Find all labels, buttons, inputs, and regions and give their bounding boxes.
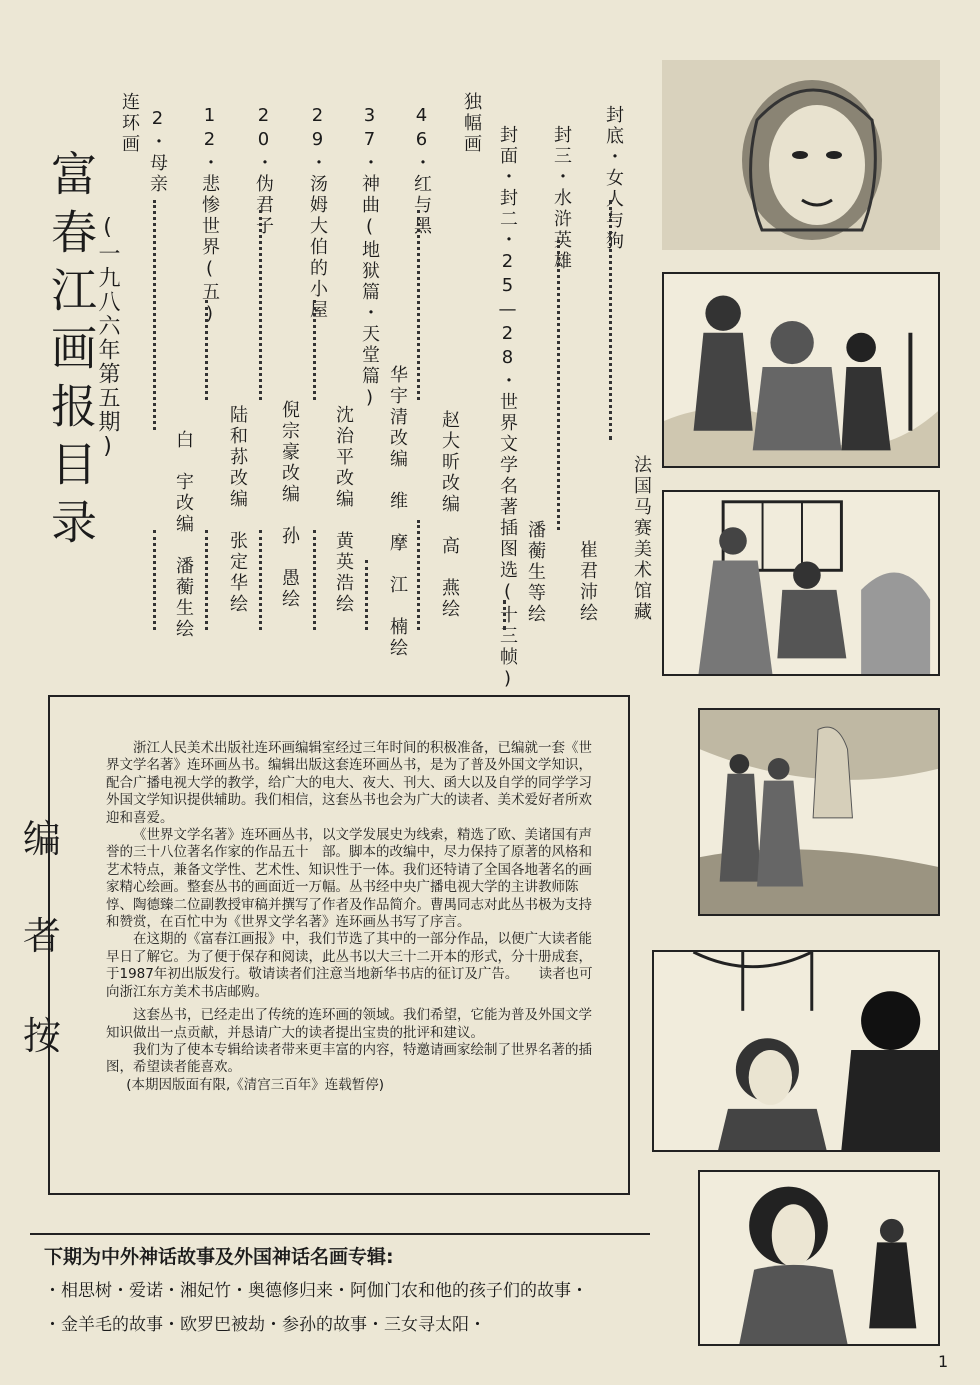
dufu-item-1-label: 封面・封二・25—28・世界文学名著插图选(十三帧) — [497, 125, 518, 692]
toc-item-4-title: 29・汤姆大伯的小屋 — [307, 105, 328, 321]
editor-note-paragraph: 这套丛书，已经走出了传统的连环画的领域。我们希望，它能为普及外国文学知识做出一点贡献，并恳请广大的读者提出宝贵的批评和建议。 — [106, 1007, 592, 1041]
page-number: 1 — [938, 1352, 949, 1371]
toc-item-3-credit: 倪宗豪改编 孙 愚绘 — [279, 400, 300, 610]
toc-item-6-title: 46・红与黑 — [411, 105, 432, 237]
editor-note-paragraph: 在这期的《富春江画报》中，我们节选了其中的一部分作品，以便广大读者能早日了解它。为了便于保存和阅读，此丛书以大三十二开本的形式，分十册成套，于1987年初出版发行。敬请读者们注意当地新华书店的征订及广告。 读者也可向浙江东方美术书店邮购。 — [106, 931, 593, 1000]
illustration-scene-5 — [698, 1170, 940, 1346]
editor-note-label-2: 者 — [22, 914, 61, 958]
editor-note-footnote: (本期因版面有限,《清宫三百年》连载暂停) — [126, 1076, 385, 1093]
toc-item-1-credit: 白 宇改编 潘蘅生绘 — [173, 430, 194, 640]
toc-item-3-title: 20・伪君子 — [253, 105, 274, 237]
section-dufu: 独幅画 — [461, 92, 482, 155]
toc-item-1-title: 2・母亲 — [147, 108, 168, 195]
dufu-item-3-label: 封底・女人与狗 — [603, 105, 624, 252]
next-issue-line-2: ・金羊毛的故事・欧罗巴被劫・参孙的故事・三女寻太阳・ — [44, 1315, 486, 1335]
dufu-item-3-credit: 法国马赛美术馆藏 — [631, 455, 652, 623]
toc-item-5-credit: 华宇清改编 维 摩 江 楠绘 — [387, 365, 408, 659]
editor-note-paragraph: 浙江人民美术出版社连环画编辑室经过三年时间的积极准备，已编就一套《世界文学名著》连环画丛书。编辑出版这套连环画丛书，是为了普及外国文学知识，配合广播电视大学的教学，给广大的电大、夜大、刊大、函大以及自学的同学学习外国文学知识提供辅助。我们相信，这套丛书也会为广大的读者、美术爱好者所欢迎和喜爱。 — [106, 740, 592, 826]
illustration-scene-2 — [662, 490, 940, 676]
magazine-title: 富春江画报目录 — [44, 150, 98, 556]
editor-note-label-3: 按 — [22, 1014, 61, 1058]
editor-note-paragraph: 《世界文学名著》连环画丛书，以文学发展史为线索，精选了欧、美诸国有声誉的三十八位著名作家的作品五十 部。脚本的改编中，尽力保持了原著的风格和艺术特点，兼备文学性、艺术性、知识性于一体。我们还特请了全国各地著名的画家精心绘画。整套丛书的画面近一万幅。丛书经中央广播电视大学的主讲教师陈惇、陶德臻二位副教授审稿并撰写了作者及作品简介。曹禺同志对此丛书极为支持和赞赏，在百忙中为《世界文学名著》连环画丛书写了序言。 — [106, 827, 592, 931]
dufu-item-2-credit: 崔君沛绘 — [577, 540, 598, 624]
editor-note-label-1: 编 — [22, 817, 61, 861]
dufu-item-2-label: 封三・水浒英雄 — [551, 125, 572, 272]
toc-item-2-title: 12・悲惨世界(五) — [199, 105, 220, 327]
next-issue-title: 下期为中外神话故事及外国神话名画专辑: — [44, 1246, 394, 1268]
editor-note-body — [106, 740, 596, 1094]
divider — [30, 1233, 650, 1235]
editor-note-paragraph: 我们为了使本专辑给读者带来更丰富的内容，特邀请画家绘制了世界名著的插图，希望读者能喜欢。 — [106, 1041, 592, 1076]
toc-item-5-title: 37・神曲(地狱篇・天堂篇) — [359, 105, 380, 411]
toc-item-2-credit: 陆和荪改编 张定华绘 — [227, 405, 248, 615]
portrait-illustration — [662, 60, 940, 250]
next-issue-line-1: ・相思树・爱诺・湘妃竹・奥德修归来・阿伽门农和他的孩子们的故事・ — [44, 1281, 588, 1301]
section-lianhuan: 连环画 — [119, 92, 140, 155]
toc-item-4-credit: 沈治平改编 黄英浩绘 — [333, 405, 354, 615]
dufu-item-1-credit: 潘蘅生等绘 — [525, 520, 546, 625]
illustration-scene-4 — [652, 950, 940, 1152]
illustration-scene-1 — [662, 272, 940, 468]
issue-label: (一九八六年第五期) — [95, 215, 120, 461]
illustration-scene-3 — [698, 708, 940, 916]
toc-item-6-credit: 赵大昕改编 高 燕绘 — [439, 410, 460, 620]
